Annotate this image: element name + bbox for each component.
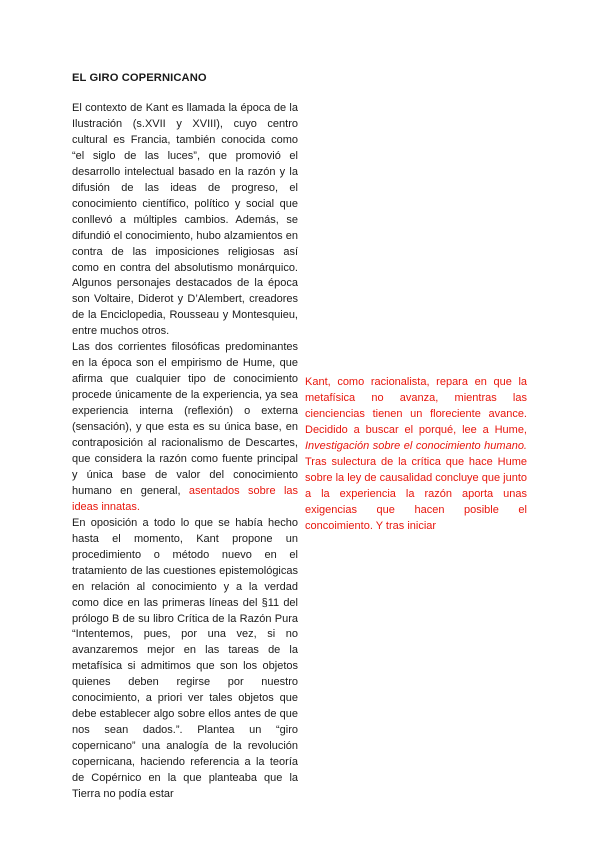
paragraph-currents bbox=[72, 340, 298, 515]
paragraph-kant-method: En oposición a todo lo que se había hecho hasta el momento, Kant propone un procedimiento o método nuevo en el tratamiento de las cuestiones epistemológicas en relación al conocimiento y a la verdad como dice en las primeras líneas del §11 del prólogo B de su libro Crítica de la Razón Pura “Intentemos, pues, por una vez, si no avanzaremos mejor en las tareas de la metafísica si admitimos que son los objetos quienes deben regirse por nuestro conocimiento, a priori ver tales objetos que debe establecer algo sobre ellos antes de que nos sean dados.”. Plantea un “giro copernicano” una analogía de la revolución copernicana, haciendo referencia a la teoría de Copérnico en la que planteaba que la Tierra no podía estar bbox=[72, 516, 298, 800]
annotation-book-title: Investigación sobre el conocimiento humano. bbox=[305, 439, 527, 452]
annotation-text-2: Tras sulectura de la crítica que hace Hume sobre la ley de causalidad concluye que junto a la experiencia la razón aporta unas exigencias que hacen posible el concoimiento. Y tras iniciar bbox=[305, 455, 527, 532]
annotation-column bbox=[305, 375, 527, 535]
annotation-paragraph bbox=[305, 375, 527, 535]
page-title: EL GIRO COPERNICANO bbox=[72, 72, 207, 84]
main-text-column bbox=[72, 101, 298, 803]
paragraph-currents-text: Las dos corrientes filosóficas predominantes en la época son el empirismo de Hume, que afirma que cualquier tipo de conocimiento procede únicamente de la experiencia, ya sea experiencia interna (reflexión) o externa (sensación), y que esta es su única base, en contraposición al racionalismo de Descartes, que considera la razón como fuente principal y única base de valor del conocimiento humano en general, bbox=[72, 341, 298, 497]
annotation-text-1: Kant, como racionalista, repara en que la metafísica no avanza, mientras las cienciencias tienen un floreciente avance. Decidido a buscar el porqué, lee a Hume, bbox=[305, 376, 527, 436]
highlighted-red-text: asentados sobre las ideas innatas. bbox=[72, 484, 299, 513]
paragraph-context: El contexto de Kant es llamada la época de la Ilustración (s.XVII y XVIII), cuyo centro cultural es Francia, también conocida como “el siglo de las luces”, que promovió el desarrollo intelectual basado en la razón y la difusión de las ideas de progreso, el conocimiento científico, político y social que conllevó a múltiples cambios. Además, se difundió el conocimiento, hubo alzamientos en contra de las imposiciones religiosas así como en contra del absolutismo monárquico. Algunos personajes destacados de la época son Voltaire, Diderot y D’Alembert, creadores de la Enciclopedia, Rousseau y Montesquieu, entre muchos otros. bbox=[72, 102, 298, 338]
